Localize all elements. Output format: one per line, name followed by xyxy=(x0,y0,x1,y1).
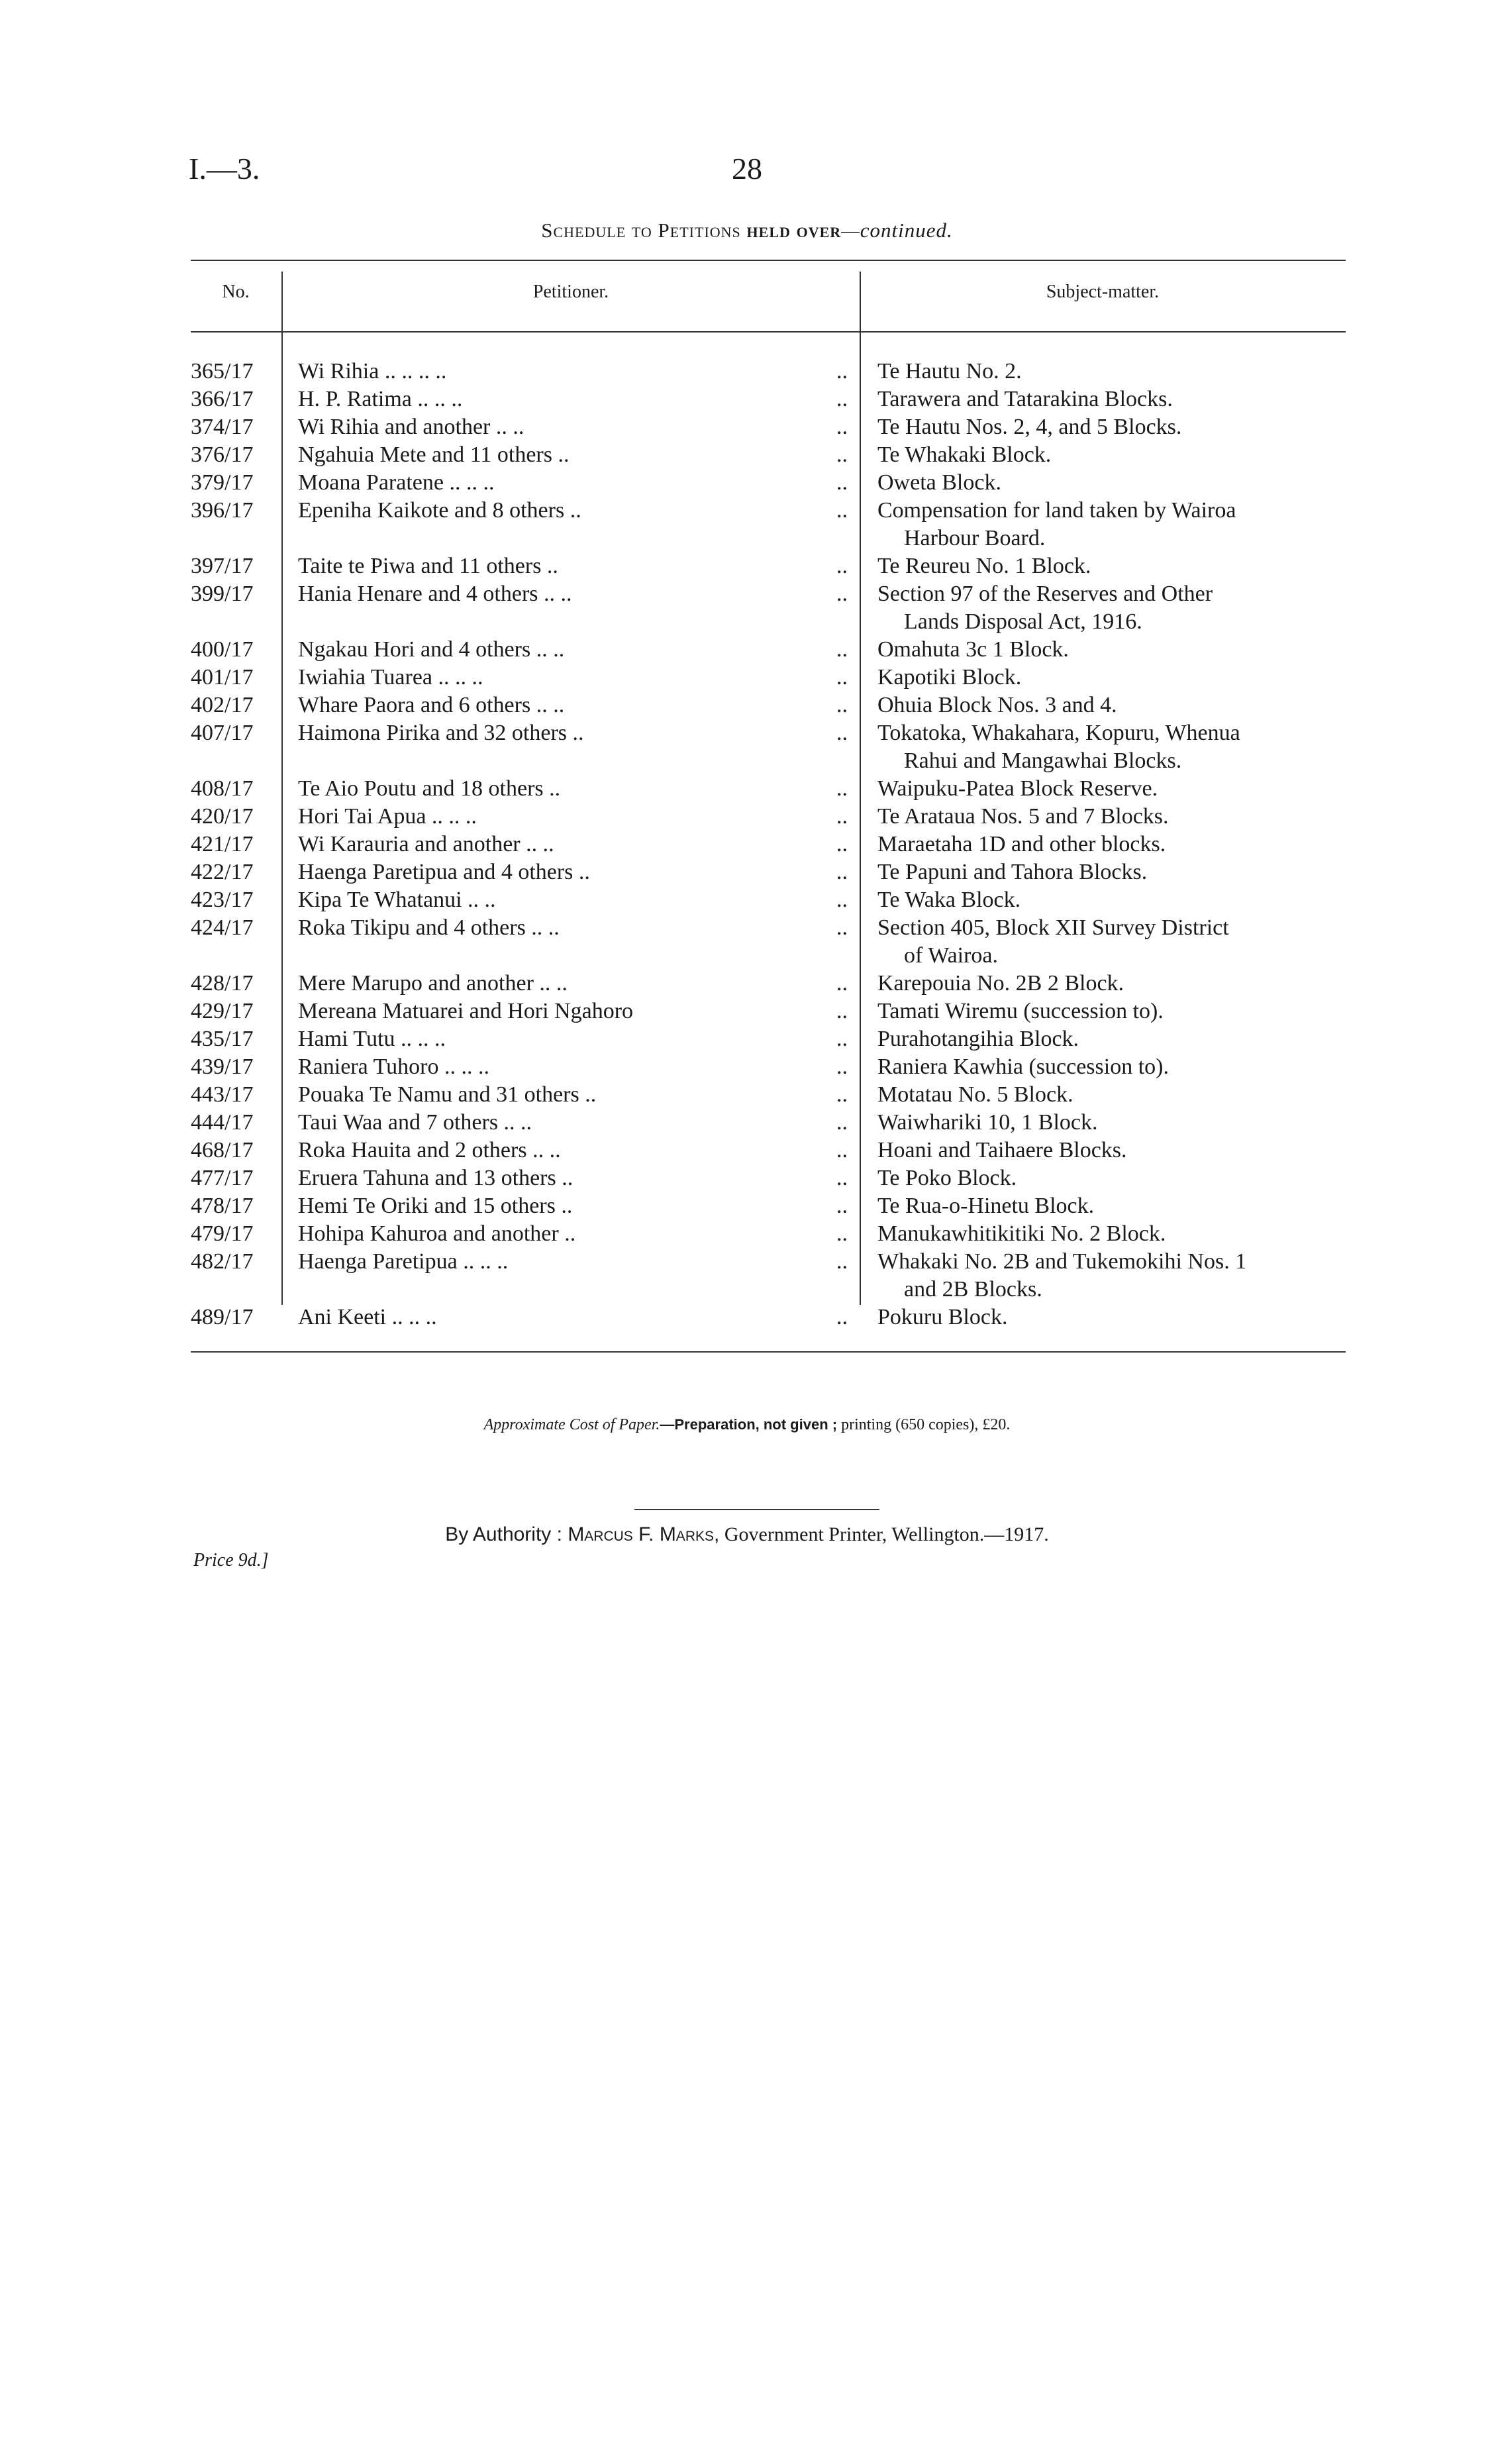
row-subject-line: Karepouia No. 2B 2 Block. xyxy=(877,971,1124,996)
row-petitioner: Hohipa Kahuroa and another .. xyxy=(298,1221,576,1246)
row-subject-line: and 2B Blocks. xyxy=(904,1277,1042,1302)
row-petitioner: Hemi Te Oriki and 15 others .. xyxy=(298,1194,573,1218)
row-leader-dots: .. xyxy=(836,415,848,439)
column-header-petitioner: Petitioner. xyxy=(532,282,609,302)
authority-rest: Government Printer, Wellington.—1917. xyxy=(719,1523,1049,1545)
row-number: 421/17 xyxy=(191,832,254,856)
table-row xyxy=(0,719,1494,775)
table-row xyxy=(0,358,1494,385)
row-number: 423/17 xyxy=(191,888,254,912)
row-subject xyxy=(877,469,1354,497)
cost-note-label: Approximate Cost of Paper. xyxy=(483,1416,660,1433)
row-number: 429/17 xyxy=(191,999,254,1023)
row-subject-line: Section 405, Block XII Survey District xyxy=(877,915,1229,940)
row-leader-dots: .. xyxy=(836,804,848,829)
row-petitioner: Mereana Matuarei and Hori Ngahoro xyxy=(298,999,634,1023)
row-subject-line: Rahui and Mangawhai Blocks. xyxy=(904,748,1182,773)
row-subject-line: Hoani and Taihaere Blocks. xyxy=(877,1138,1127,1162)
table-row xyxy=(0,970,1494,998)
row-subject xyxy=(877,775,1354,803)
row-number: 482/17 xyxy=(191,1249,254,1274)
row-petitioner: Roka Hauita and 2 others .. .. xyxy=(298,1138,561,1162)
row-subject-line: Te Arataua Nos. 5 and 7 Blocks. xyxy=(877,804,1169,829)
row-leader-dots: .. xyxy=(836,1082,848,1107)
row-leader-dots: .. xyxy=(836,1221,848,1246)
row-subject-line: Tamati Wiremu (succession to). xyxy=(877,999,1164,1023)
row-subject-line: Kapotiki Block. xyxy=(877,665,1022,690)
row-number: 468/17 xyxy=(191,1138,254,1162)
row-petitioner: Ngakau Hori and 4 others .. .. xyxy=(298,637,565,662)
row-subject xyxy=(877,998,1354,1025)
table-row xyxy=(0,580,1494,636)
row-leader-dots: .. xyxy=(836,999,848,1023)
row-subject xyxy=(877,719,1354,775)
row-subject-line: Tokatoka, Whakahara, Kopuru, Whenua xyxy=(877,721,1240,745)
row-petitioner: Taite te Piwa and 11 others .. xyxy=(298,554,558,578)
row-subject-line: Te Whakaki Block. xyxy=(877,442,1052,467)
row-number: 478/17 xyxy=(191,1194,254,1218)
row-number: 424/17 xyxy=(191,915,254,940)
row-subject xyxy=(877,1192,1354,1220)
table-row xyxy=(0,385,1494,413)
row-subject xyxy=(877,358,1354,385)
authority-line xyxy=(0,1523,1494,1546)
row-subject xyxy=(877,1220,1354,1248)
footer-rule xyxy=(634,1509,879,1510)
row-leader-dots: .. xyxy=(836,1194,848,1218)
row-leader-dots: .. xyxy=(836,442,848,467)
row-subject-line: Whakaki No. 2B and Tukemokihi Nos. 1 xyxy=(877,1249,1247,1274)
row-petitioner: Hori Tai Apua .. .. .. xyxy=(298,804,477,829)
row-petitioner: Taui Waa and 7 others .. .. xyxy=(298,1110,532,1135)
row-leader-dots: .. xyxy=(836,832,848,856)
row-subject xyxy=(877,497,1354,552)
row-number: 443/17 xyxy=(191,1082,254,1107)
row-petitioner: Hami Tutu .. .. .. xyxy=(298,1027,446,1051)
row-petitioner: Pouaka Te Namu and 31 others .. xyxy=(298,1082,597,1107)
row-subject xyxy=(877,552,1354,580)
row-number: 428/17 xyxy=(191,971,254,996)
row-subject-line: Omahuta 3c 1 Block. xyxy=(877,637,1069,662)
table-row xyxy=(0,664,1494,692)
row-number: 402/17 xyxy=(191,693,254,717)
row-subject xyxy=(877,803,1354,831)
row-subject-line: Ohuia Block Nos. 3 and 4. xyxy=(877,693,1117,717)
row-leader-dots: .. xyxy=(836,776,848,801)
row-subject-line: Te Rua-o-Hinetu Block. xyxy=(877,1194,1095,1218)
row-petitioner: Ngahuia Mete and 11 others .. xyxy=(298,442,570,467)
row-subject xyxy=(877,636,1354,664)
row-number: 365/17 xyxy=(191,359,254,384)
row-leader-dots: .. xyxy=(836,915,848,940)
table-row xyxy=(0,1248,1494,1304)
table-row xyxy=(0,1304,1494,1331)
row-leader-dots: .. xyxy=(836,359,848,384)
row-leader-dots: .. xyxy=(836,1305,848,1329)
title-continued: —continued. xyxy=(841,219,953,242)
row-number: 420/17 xyxy=(191,804,254,829)
cost-note-rest: printing (650 copies), £20. xyxy=(837,1416,1011,1433)
row-subject-line: of Wairoa. xyxy=(904,943,999,968)
table-row xyxy=(0,1164,1494,1192)
row-number: 422/17 xyxy=(191,860,254,884)
schedule-title xyxy=(0,219,1494,242)
row-number: 376/17 xyxy=(191,442,254,467)
row-subject xyxy=(877,385,1354,413)
row-subject-line: Tarawera and Tatarakina Blocks. xyxy=(877,387,1173,411)
title-held-over: held over xyxy=(746,219,842,242)
row-leader-dots: .. xyxy=(836,1027,848,1051)
row-leader-dots: .. xyxy=(836,498,848,523)
table-row xyxy=(0,1137,1494,1164)
row-leader-dots: .. xyxy=(836,1110,848,1135)
row-leader-dots: .. xyxy=(836,1138,848,1162)
row-number: 435/17 xyxy=(191,1027,254,1051)
row-leader-dots: .. xyxy=(836,721,848,745)
row-subject xyxy=(877,914,1354,970)
row-number: 366/17 xyxy=(191,387,254,411)
row-subject xyxy=(877,1053,1354,1081)
row-petitioner: Moana Paratene .. .. .. xyxy=(298,470,495,495)
row-leader-dots: .. xyxy=(836,860,848,884)
row-subject xyxy=(877,970,1354,998)
row-petitioner: Wi Rihia .. .. .. .. xyxy=(298,359,447,384)
row-number: 444/17 xyxy=(191,1110,254,1135)
page-number: 28 xyxy=(732,152,762,185)
table-row xyxy=(0,413,1494,441)
row-petitioner: Kipa Te Whatanui .. .. xyxy=(298,888,496,912)
row-subject-line: Raniera Kawhia (succession to). xyxy=(877,1054,1169,1079)
table-header-rule xyxy=(191,331,1346,333)
row-subject-line: Te Reureu No. 1 Block. xyxy=(877,554,1091,578)
table-row xyxy=(0,1053,1494,1081)
row-subject-line: Te Hautu Nos. 2, 4, and 5 Blocks. xyxy=(877,415,1182,439)
row-subject xyxy=(877,692,1354,719)
table-row xyxy=(0,858,1494,886)
table-row xyxy=(0,636,1494,664)
row-petitioner: Iwiahia Tuarea .. .. .. xyxy=(298,665,483,690)
printer-name: Marcus F. Marks, xyxy=(568,1523,720,1545)
row-subject xyxy=(877,1025,1354,1053)
row-petitioner: Wi Karauria and another .. .. xyxy=(298,832,554,856)
table-row xyxy=(0,497,1494,552)
row-petitioner: Whare Paora and 6 others .. .. xyxy=(298,693,565,717)
cost-note-bold: —Preparation, not given ; xyxy=(660,1416,838,1433)
price: Price 9d.] xyxy=(193,1550,269,1570)
title-prefix: Schedule to Petitions xyxy=(541,219,741,242)
table-row xyxy=(0,886,1494,914)
row-petitioner: Epeniha Kaikote and 8 others .. xyxy=(298,498,581,523)
row-petitioner: Raniera Tuhoro .. .. .. xyxy=(298,1054,489,1079)
row-subject xyxy=(877,1164,1354,1192)
cost-note xyxy=(0,1416,1494,1434)
table-bottom-rule xyxy=(191,1351,1346,1353)
row-number: 379/17 xyxy=(191,470,254,495)
row-subject-line: Motatau No. 5 Block. xyxy=(877,1082,1073,1107)
row-petitioner: Mere Marupo and another .. .. xyxy=(298,971,568,996)
row-petitioner: Haimona Pirika and 32 others .. xyxy=(298,721,584,745)
row-petitioner: Te Aio Poutu and 18 others .. xyxy=(298,776,561,801)
row-leader-dots: .. xyxy=(836,637,848,662)
table-row xyxy=(0,803,1494,831)
row-subject xyxy=(877,664,1354,692)
row-subject-line: Manukawhitikitiki No. 2 Block. xyxy=(877,1221,1166,1246)
row-leader-dots: .. xyxy=(836,1054,848,1079)
table-row xyxy=(0,1025,1494,1053)
table-row xyxy=(0,998,1494,1025)
row-subject-line: Oweta Block. xyxy=(877,470,1001,495)
row-leader-dots: .. xyxy=(836,665,848,690)
row-subject-line: Lands Disposal Act, 1916. xyxy=(904,609,1142,634)
row-subject xyxy=(877,1081,1354,1109)
row-subject-line: Waiwhariki 10, 1 Block. xyxy=(877,1110,1098,1135)
row-subject-line: Compensation for land taken by Wairoa xyxy=(877,498,1236,523)
row-subject xyxy=(877,886,1354,914)
table-row xyxy=(0,692,1494,719)
table-row xyxy=(0,1192,1494,1220)
table-row xyxy=(0,1109,1494,1137)
row-leader-dots: .. xyxy=(836,554,848,578)
row-subject xyxy=(877,1137,1354,1164)
row-leader-dots: .. xyxy=(836,888,848,912)
row-number: 397/17 xyxy=(191,554,254,578)
table-row xyxy=(0,775,1494,803)
row-petitioner: Ani Keeti .. .. .. xyxy=(298,1305,437,1329)
row-leader-dots: .. xyxy=(836,1249,848,1274)
row-petitioner: H. P. Ratima .. .. .. xyxy=(298,387,463,411)
row-number: 396/17 xyxy=(191,498,254,523)
table-row xyxy=(0,1220,1494,1248)
row-subject-line: Harbour Board. xyxy=(904,526,1046,550)
row-number: 489/17 xyxy=(191,1305,254,1329)
row-number: 401/17 xyxy=(191,665,254,690)
row-subject-line: Te Hautu No. 2. xyxy=(877,359,1022,384)
table-row xyxy=(0,552,1494,580)
row-petitioner: Eruera Tahuna and 13 others .. xyxy=(298,1166,573,1190)
row-leader-dots: .. xyxy=(836,582,848,606)
row-leader-dots: .. xyxy=(836,971,848,996)
row-number: 407/17 xyxy=(191,721,254,745)
row-petitioner: Haenga Paretipua and 4 others .. xyxy=(298,860,590,884)
row-number: 400/17 xyxy=(191,637,254,662)
row-subject xyxy=(877,1304,1354,1331)
petitions-table xyxy=(0,358,1494,1331)
row-number: 439/17 xyxy=(191,1054,254,1079)
row-subject-line: Te Poko Block. xyxy=(877,1166,1017,1190)
row-number: 399/17 xyxy=(191,582,254,606)
row-subject xyxy=(877,831,1354,858)
row-subject xyxy=(877,1109,1354,1137)
column-header-no: No. xyxy=(222,282,250,302)
table-row xyxy=(0,469,1494,497)
row-subject-line: Purahotangihia Block. xyxy=(877,1027,1079,1051)
row-subject xyxy=(877,858,1354,886)
table-row xyxy=(0,441,1494,469)
row-leader-dots: .. xyxy=(836,693,848,717)
row-subject-line: Te Papuni and Tahora Blocks. xyxy=(877,860,1148,884)
row-subject xyxy=(877,1248,1354,1304)
row-number: 374/17 xyxy=(191,415,254,439)
row-leader-dots: .. xyxy=(836,1166,848,1190)
row-petitioner: Wi Rihia and another .. .. xyxy=(298,415,524,439)
row-petitioner: Hania Henare and 4 others .. .. xyxy=(298,582,572,606)
authority-prefix: By Authority : xyxy=(445,1523,562,1545)
row-subject-line: Waipuku-Patea Block Reserve. xyxy=(877,776,1158,801)
table-row xyxy=(0,914,1494,970)
table-row xyxy=(0,831,1494,858)
row-petitioner: Roka Tikipu and 4 others .. .. xyxy=(298,915,560,940)
row-subject-line: Te Waka Block. xyxy=(877,888,1021,912)
row-subject-line: Section 97 of the Reserves and Other xyxy=(877,582,1213,606)
row-number: 479/17 xyxy=(191,1221,254,1246)
table-top-rule xyxy=(191,260,1346,261)
table-row xyxy=(0,1081,1494,1109)
row-petitioner: Haenga Paretipua .. .. .. xyxy=(298,1249,509,1274)
row-leader-dots: .. xyxy=(836,470,848,495)
row-subject xyxy=(877,441,1354,469)
row-subject xyxy=(877,580,1354,636)
row-number: 477/17 xyxy=(191,1166,254,1190)
row-subject-line: Pokuru Block. xyxy=(877,1305,1008,1329)
row-subject xyxy=(877,413,1354,441)
row-number: 408/17 xyxy=(191,776,254,801)
document-ref: I.—3. xyxy=(189,152,260,185)
row-subject-line: Maraetaha 1D and other blocks. xyxy=(877,832,1166,856)
column-header-subject: Subject-matter. xyxy=(1046,282,1160,302)
row-leader-dots: .. xyxy=(836,387,848,411)
